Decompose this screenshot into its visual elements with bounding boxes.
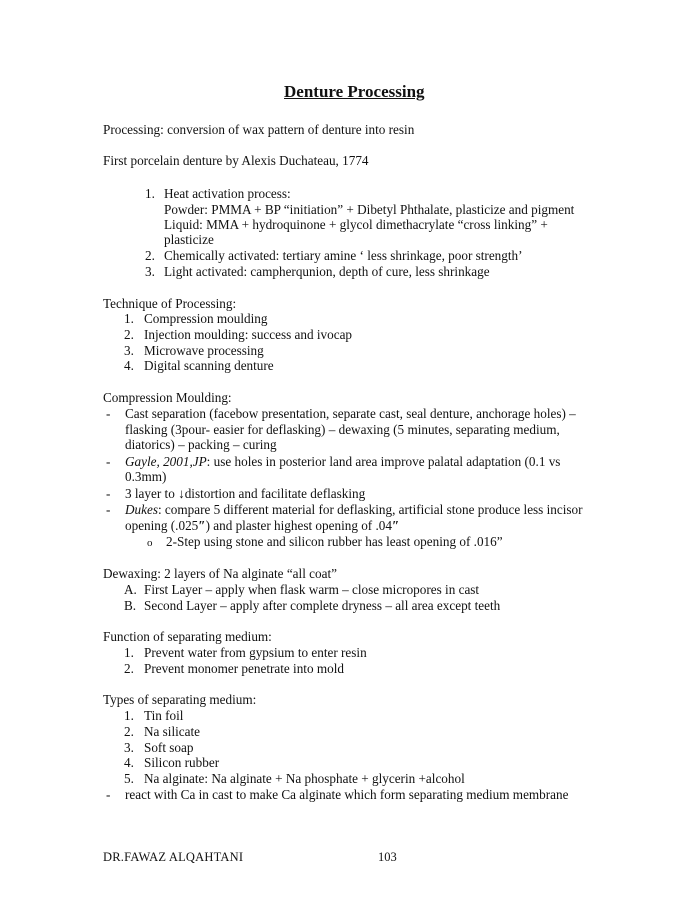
function-heading: Function of separating medium: [103,629,272,644]
dukes-finding-cont [125,518,399,534]
cast-separation-text: Cast separation (facebow presentation, separate cast, seal denture, anchorage holes) – [125,406,576,421]
list-item: Compression moulding [144,311,268,326]
footer-author: DR.FAWAZ ALQAHTANI [103,850,244,864]
list-number: 2. [124,661,134,676]
list-number: 3. [145,264,155,279]
double-prime: ″ [391,518,400,533]
list-item: Prevent monomer penetrate into mold [144,661,344,676]
heat-activation-label: Heat activation process: [164,186,291,201]
three-layer-text: 3 layer to ↓distortion and facilitate deflasking [125,486,366,501]
list-number: 3. [124,740,134,755]
dash-bullet: - [106,486,111,501]
double-prime: ″ [198,518,206,533]
list-item: Prevent water from gypsium to enter resin [144,645,367,660]
cast-separation-text-cont: diatorics) – packing – curing [125,437,277,452]
gayle-citation: Gayle, 2001,JP [125,454,207,469]
dewaxing-heading: Dewaxing: 2 layers of Na alginate “all coat” [103,566,337,581]
list-item: Digital scanning denture [144,358,274,373]
technique-heading: Technique of Processing: [103,296,237,311]
list-item: Injection moulding: success and ivocap [144,327,353,342]
list-number: 2. [124,724,134,739]
processing-definition: Processing: conversion of wax pattern of denture into resin [103,122,415,137]
cast-separation-text-cont: flasking (3pour- easier for deflasking) – dewaxing (5 minutes, separating medium, [125,422,560,437]
types-heading: Types of separating medium: [103,692,257,707]
list-number: 1. [124,311,134,326]
gayle-finding: : use holes in posterior land area improve palatal adaptation (0.1 vs [206,454,561,469]
first-denture-note: First porcelain denture by Alexis Duchateau, 1774 [103,153,369,168]
dash-bullet: - [106,454,111,469]
list-number: 4. [124,358,134,373]
list-number: 1. [124,645,134,660]
list-number: 1. [124,708,134,723]
two-step-text: 2-Step using stone and silicon rubber has least opening of .016” [166,534,503,549]
dukes-citation: Dukes [125,502,158,517]
light-activation-text: Light activated: campherqunion, depth of cure, less shrinkage [164,264,490,279]
list-item: Microwave processing [144,343,264,358]
list-item: Silicon rubber [144,755,220,770]
page-number: 103 [378,850,397,864]
dash-bullet: - [106,502,111,517]
list-item: Tin foil [144,708,184,723]
gayle-citation-line [125,454,560,470]
list-number: 2. [124,327,134,342]
page-title: Denture Processing [284,82,425,101]
list-number: 5. [124,771,134,786]
liquid-text-cont: plasticize [164,232,214,247]
gayle-finding-cont: 0.3mm) [125,469,167,484]
powder-text: Powder: PMMA + BP “initiation” + Dibetyl Phthalate, plasticize and pigment [164,202,575,217]
list-item: Na alginate: Na alginate + Na phosphate + glycerin +alcohol [144,771,465,786]
list-item: Second Layer – apply after complete dryness – all area except teeth [144,598,501,613]
dukes-finding: : compare 5 different material for deflasking, artificial stone produce less incisor [157,502,583,517]
list-number: 4. [124,755,134,770]
list-number: 2. [145,248,155,263]
list-item: First Layer – apply when flask warm – close micropores in cast [144,582,480,597]
list-number: 1. [145,186,155,201]
liquid-text: Liquid: MMA + hydroquinone + glycol dimethacrylate “cross linking” + [164,217,548,232]
dukes-citation-line [125,502,583,518]
list-item: Na silicate [144,724,201,739]
list-letter: A. [124,582,137,597]
list-letter: B. [124,598,137,613]
chemical-activation-text: Chemically activated: tertiary amine ‘ less shrinkage, poor strength’ [164,248,523,263]
list-item: Soft soap [144,740,194,755]
circle-bullet: o [147,537,153,549]
compression-heading: Compression Moulding: [103,390,232,405]
dash-bullet: - [106,406,111,421]
list-number: 3. [124,343,134,358]
text-run: opening (.025 [125,518,199,533]
ca-alginate-note: react with Ca in cast to make Ca alginate which form separating medium membrane [125,787,569,802]
text-run: ) and plaster highest opening of .04 [205,518,392,533]
dash-bullet: - [106,787,111,802]
